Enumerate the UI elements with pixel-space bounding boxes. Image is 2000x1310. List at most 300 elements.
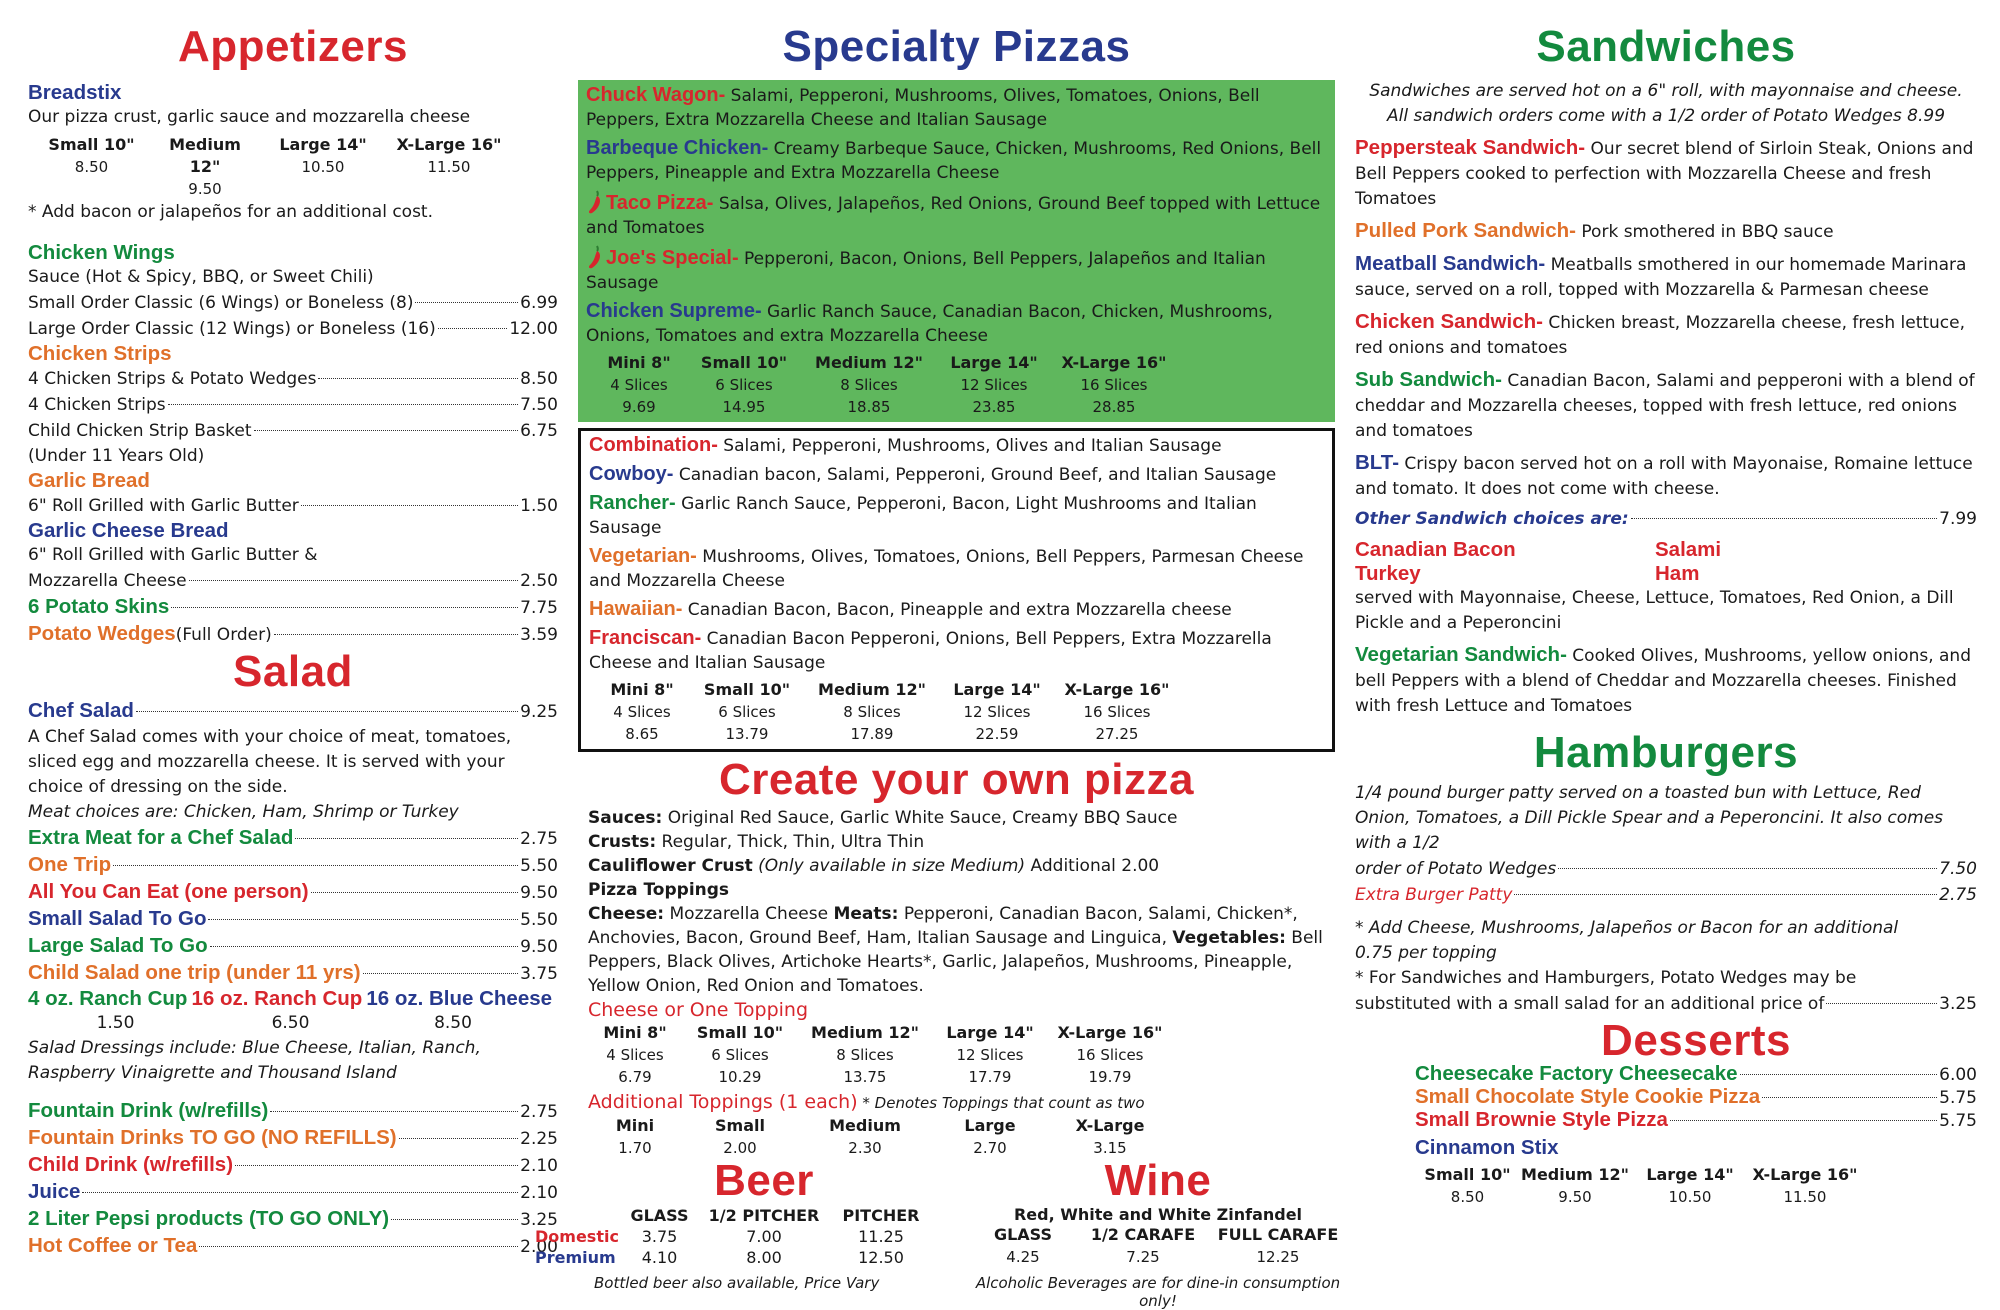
beer-title: Beer xyxy=(714,1156,814,1205)
sandwich-name: Sub Sandwich- xyxy=(1355,368,1502,391)
salad-item-price: 9.50 xyxy=(520,937,558,957)
size-column xyxy=(807,679,937,745)
size-label: X-Large 16" xyxy=(1064,680,1170,699)
salad-item-name: Child Salad one trip (under 11 yrs) xyxy=(28,961,361,984)
green-pizza-list xyxy=(586,83,1327,348)
sandwich-desc: Our secret blend of Sirloin Steak, Onions and Bell Peppers cooked to perfection with Mozzarella Cheese and fresh Tomatoes xyxy=(1355,139,1974,209)
pizza-name: Barbeque Chicken- xyxy=(586,137,769,159)
size-price: 17.89 xyxy=(850,725,894,743)
pizza-name: Joe's Special- xyxy=(606,247,739,269)
garlic-cheese-name: Garlic Cheese Bread xyxy=(28,519,229,542)
cup-1-price: 1.50 xyxy=(96,1013,135,1033)
pizza-desc: Canadian bacon, Salami, Pepperoni, Ground Beef, and Italian Sausage xyxy=(673,465,1277,485)
size-price: 23.85 xyxy=(972,398,1016,416)
stix-medium: Medium 12" 9.50 xyxy=(1521,1165,1629,1206)
drink-item-price: 2.10 xyxy=(520,1183,558,1203)
pizza-item xyxy=(586,83,1327,132)
garlic-cheese-section xyxy=(28,519,558,594)
pizza-desc: Garlic Ranch Sauce, Pepperoni, Bacon, Light Mushrooms and Italian Sausage xyxy=(589,494,1257,538)
dessert-name: Cheesecake Factory Cheesecake xyxy=(1415,1062,1738,1085)
drink-item-name: Fountain Drink (w/refills) xyxy=(28,1099,269,1122)
right-column xyxy=(1355,0,1977,1208)
strips-item-3-note: (Under 11 Years Old) xyxy=(28,446,205,466)
cup-2-price: 6.50 xyxy=(271,1013,310,1033)
desserts-title: Desserts xyxy=(1601,1016,1791,1065)
size-column xyxy=(1057,679,1177,745)
strips-section xyxy=(28,342,558,469)
choice-salami: Salami xyxy=(1655,538,1722,561)
sandwiches-intro: Sandwiches are served hot on a 6" roll, with mayonnaise and cheese. All sandwich orders come with a 1/2 order of Potato Wedges 8.99 xyxy=(1369,81,1963,126)
leader-dots xyxy=(210,946,519,947)
pizza-name: Rancher- xyxy=(589,492,676,514)
pizza-item xyxy=(589,462,1324,487)
pizza-desc: Mushrooms, Olives, Tomatoes, Onions, Bell Peppers, Parmesan Cheese and Mozzarella Cheese xyxy=(589,547,1304,591)
drink-item xyxy=(28,1152,558,1179)
specialty-title: Specialty Pizzas xyxy=(782,22,1131,71)
size-slices: 12 Slices xyxy=(956,1046,1024,1064)
sandwich-name: Pulled Pork Sandwich- xyxy=(1355,219,1576,242)
pizza-item xyxy=(589,491,1324,540)
one-topping-label: Cheese or One Topping xyxy=(588,999,809,1021)
sandwich-name: Meatball Sandwich- xyxy=(1355,252,1546,275)
garlic-bread-line: 6" Roll Grilled with Garlic Butter 1.50 xyxy=(28,496,558,516)
cup-2-name: 16 oz. Ranch Cup xyxy=(191,987,363,1010)
sandwiches-title: Sandwiches xyxy=(1536,22,1796,71)
sandwich-desc: Chicken breast, Mozzarella cheese, fresh lettuce, red onions and tomatoes xyxy=(1355,313,1966,358)
size-label: Medium 12" xyxy=(811,1023,919,1042)
stix-small: Small 10" 8.50 xyxy=(1424,1165,1511,1206)
pizza-desc: Salami, Pepperoni, Mushrooms, Olives, Tomatoes, Onions, Bell Peppers, Extra Mozzarella Cheese and Italian Sausage xyxy=(586,86,1260,130)
beer-premium-pitcher: 12.50 xyxy=(858,1248,904,1267)
green-size-table xyxy=(594,352,1194,418)
hamburgers-price-line: order of Potato Wedges 7.50 xyxy=(1355,859,1977,879)
wine-half: 1/2 CARAFE 7.25 xyxy=(1090,1225,1196,1266)
pizza-name: Franciscan- xyxy=(589,627,702,649)
salad-item xyxy=(28,906,558,933)
pizza-item xyxy=(586,189,1327,240)
pizza-item xyxy=(589,597,1324,622)
dessert-item xyxy=(1415,1063,1977,1086)
sandwich-name: Chicken Sandwich- xyxy=(1355,310,1543,333)
size-price: 13.79 xyxy=(725,725,769,743)
beer-domestic: Domestic xyxy=(535,1227,619,1246)
size-column xyxy=(684,352,804,418)
wine-sub: Red, White and White Zinfandel xyxy=(1013,1205,1303,1224)
garlic-bread-section xyxy=(28,469,558,519)
size-slices: 6 Slices xyxy=(715,376,773,394)
pizza-item xyxy=(586,244,1327,295)
breadstix-note: * Add bacon or jalapeños for an additional cost. xyxy=(28,202,433,222)
size-column xyxy=(590,1115,680,1159)
ranch-cups xyxy=(28,987,558,1036)
beer-domestic-pitcher: 11.25 xyxy=(858,1227,904,1246)
chili-pepper-icon xyxy=(586,244,604,270)
size-price: 14.95 xyxy=(722,398,766,416)
size-column xyxy=(937,679,1057,745)
drink-item-name: 2 Liter Pepsi products (TO GO ONLY) xyxy=(28,1207,390,1230)
size-label: Large 14" xyxy=(950,353,1038,372)
choice-turkey: Turkey xyxy=(1355,562,1421,585)
beer-head-glass: GLASS xyxy=(630,1206,689,1225)
beer-premium-half: 8.00 xyxy=(746,1248,782,1267)
cinnamon-stix: Cinnamon Stix xyxy=(1415,1136,1559,1159)
white-size-table xyxy=(597,679,1197,745)
hamburgers-note-2a: * For Sandwiches and Hamburgers, Potato Wedges may be xyxy=(1355,968,1857,988)
stix-xlarge: X-Large 16" 11.50 xyxy=(1752,1165,1858,1206)
pizza-name: Taco Pizza- xyxy=(606,192,714,214)
chili-pepper-icon xyxy=(586,189,604,215)
size-price: 10.29 xyxy=(718,1068,762,1086)
pizza-name: Hawaiian- xyxy=(589,598,683,620)
choices-desc: served with Mayonnaise, Cheese, Lettuce, Tomatoes, Red Onion, a Dill Pickle and a Peperoncini xyxy=(1355,588,1954,633)
size-price: 13.75 xyxy=(843,1068,887,1086)
sandwich-item xyxy=(1355,251,1977,303)
leader-dots xyxy=(235,1165,518,1166)
size-column xyxy=(594,352,684,418)
create-cauliflower: Cauliflower Crust (Only available in size Medium) Additional 2.00 xyxy=(588,856,1160,876)
size-column xyxy=(687,679,807,745)
choice-ham: Ham xyxy=(1655,562,1700,585)
pizza-name: Chuck Wagon- xyxy=(586,84,726,106)
size-label: X-Large 16" xyxy=(1061,353,1167,372)
beer-head-half: 1/2 PITCHER xyxy=(708,1206,820,1225)
size-slices: 8 Slices xyxy=(840,376,898,394)
leader-dots xyxy=(391,1219,518,1220)
pizza-name: Vegetarian- xyxy=(589,545,697,567)
pizza-item xyxy=(589,626,1324,675)
sandwich-item xyxy=(1355,450,1977,502)
hamburgers-note-2b: substituted with a small salad for an additional price of 3.25 xyxy=(1355,994,1977,1014)
pizza-item xyxy=(586,299,1327,348)
size-price: 2.00 xyxy=(723,1139,757,1157)
drink-item xyxy=(28,1098,558,1125)
sandwich-desc: Canadian Bacon, Salami and pepperoni with a blend of cheddar and Mozzarella cheeses, topped with fresh lettuce, red onions and tomatoes xyxy=(1355,371,1975,441)
salad-items xyxy=(28,825,558,987)
size-price: 28.85 xyxy=(1092,398,1136,416)
breadstix-size-small: Small 10" 8.50 xyxy=(48,135,135,176)
strips-item-3: Child Chicken Strip Basket 6.75 xyxy=(28,421,558,441)
beer-head-pitcher: PITCHER xyxy=(842,1206,920,1225)
chef-salad-meats: Meat choices are: Chicken, Ham, Shrimp or Turkey xyxy=(28,802,459,822)
salad-item-name: Small Salad To Go xyxy=(28,907,207,930)
leader-dots xyxy=(1670,1120,1937,1121)
size-column xyxy=(800,1115,930,1159)
chef-salad-desc: A Chef Salad comes with your choice of meat, tomatoes, sliced egg and mozzarella cheese. It is served with your choice of dressing on the side. xyxy=(28,727,512,797)
breadstix-name: Breadstix xyxy=(28,81,122,104)
pizza-desc: Garlic Ranch Sauce, Canadian Bacon, Chicken, Mushrooms, Onions, Tomatoes and extra Mozzarella Cheese xyxy=(586,302,1273,346)
beer-note: Bottled beer also available, Price Vary xyxy=(594,1274,880,1292)
leader-dots xyxy=(295,838,518,839)
leader-dots xyxy=(311,892,519,893)
sandwich-name: BLT- xyxy=(1355,451,1400,474)
stix-large: Large 14" 10.50 xyxy=(1646,1165,1734,1206)
size-label: Medium 12" xyxy=(818,680,926,699)
extra-patty-line: Extra Burger Patty 2.75 xyxy=(1355,885,1977,905)
veg-sandwich: Vegetarian Sandwich- Cooked Olives, Mushrooms, yellow onions, and bell Peppers with a blend of Cheddar and Mozzarella cheeses. Finished with fresh Lettuce and Tomatoes xyxy=(1355,643,1971,716)
leader-dots xyxy=(113,865,518,866)
additional-toppings: Additional Toppings (1 each) * Denotes Toppings that count as two xyxy=(588,1091,1145,1113)
cup-1-name: 4 oz. Ranch Cup xyxy=(28,987,188,1010)
leader-dots xyxy=(363,973,519,974)
size-price: 2.30 xyxy=(848,1139,882,1157)
cup-3-name: 16 oz. Blue Cheese xyxy=(366,987,553,1010)
pizza-desc: Canadian Bacon, Bacon, Pineapple and extra Mozzarella cheese xyxy=(682,600,1232,620)
dessert-item xyxy=(1415,1086,1977,1109)
wings-sauce: Sauce (Hot & Spicy, BBQ, or Sweet Chili) xyxy=(28,267,374,287)
size-slices: 4 Slices xyxy=(606,1046,664,1064)
sandwich-desc: Meatballs smothered in our homemade Marinara sauce, served on a roll, topped with Mozzarella & Parmesan cheese xyxy=(1355,255,1967,300)
salad-item-price: 2.75 xyxy=(520,829,558,849)
garlic-cheese-desc: 6" Roll Grilled with Garlic Butter & xyxy=(28,545,318,565)
sandwich-item xyxy=(1355,135,1977,212)
drink-item-name: Juice xyxy=(28,1180,81,1203)
salad-item xyxy=(28,933,558,960)
size-label: Mini 8" xyxy=(607,353,671,372)
breadstix-size-xlarge: X-Large 16" 11.50 xyxy=(396,135,502,176)
drink-item-name: Hot Coffee or Tea xyxy=(28,1234,198,1257)
chef-salad-section xyxy=(28,698,558,825)
breadstix-size-medium: Medium 12" 9.50 xyxy=(169,135,241,198)
drink-item-price: 2.10 xyxy=(520,1156,558,1176)
size-column xyxy=(930,1022,1050,1088)
pizza-name: Combination- xyxy=(589,434,718,456)
dessert-price: 5.75 xyxy=(1939,1088,1977,1108)
size-label: Mini xyxy=(615,1116,655,1135)
salad-dressings: Salad Dressings include: Blue Cheese, Italian, Ranch, Raspberry Vinaigrette and Thousand Island xyxy=(28,1038,481,1083)
breadstix-size-large: Large 14" 10.50 xyxy=(279,135,367,176)
breadstix-sizes xyxy=(28,134,558,200)
size-slices: 16 Slices xyxy=(1076,1046,1144,1064)
potato-skins: 6 Potato Skins 7.75 xyxy=(28,595,558,618)
pizza-desc: Creamy Barbeque Sauce, Chicken, Mushrooms, Red Onions, Bell Peppers, Pineapple and Extra Mozzarella Cheese xyxy=(586,139,1322,183)
ranch-cups-prices xyxy=(28,1011,558,1036)
dessert-item xyxy=(1415,1109,1977,1132)
desserts-section xyxy=(1355,1016,1977,1208)
size-label: Large 14" xyxy=(946,1023,1034,1042)
white-pizza-list xyxy=(589,433,1324,675)
create-details xyxy=(578,802,1335,1159)
size-slices: 16 Slices xyxy=(1080,376,1148,394)
size-column xyxy=(597,679,687,745)
size-label: Small 10" xyxy=(700,353,788,372)
create-size-table xyxy=(590,1022,1190,1088)
salad-item-price: 3.75 xyxy=(520,964,558,984)
salad-item-name: Extra Meat for a Chef Salad xyxy=(28,826,294,849)
drink-item-price: 2.25 xyxy=(520,1129,558,1149)
size-price: 3.15 xyxy=(1093,1139,1127,1157)
ranch-cups-names xyxy=(28,987,558,1011)
sandwich-desc: Crispy bacon served hot on a roll with Mayonaise, Romaine lettuce and tomato. It does not come with cheese. xyxy=(1355,454,1973,499)
sandwich-item xyxy=(1355,309,1977,361)
garlic-cheese-line: Mozzarella Cheese 2.50 xyxy=(28,571,558,591)
dessert-price: 5.75 xyxy=(1939,1111,1977,1131)
salad-item-name: Large Salad To Go xyxy=(28,934,208,957)
wings-large: Large Order Classic (12 Wings) or Boneless (16) 12.00 xyxy=(28,319,558,339)
size-slices: 12 Slices xyxy=(960,376,1028,394)
drink-items xyxy=(28,1098,558,1260)
hamburgers-desc: 1/4 pound burger patty served on a toasted bun with Lettuce, Red Onion, Tomatoes, a Dill Pickle Spear and a Peperoncini. It also comes with a 1/2 xyxy=(1355,783,1944,853)
dessert-name: Small Chocolate Style Cookie Pizza xyxy=(1415,1085,1761,1108)
size-price: 6.79 xyxy=(618,1068,652,1086)
dessert-price: 6.00 xyxy=(1939,1065,1977,1085)
drink-item-name: Child Drink (w/refills) xyxy=(28,1153,234,1176)
pizza-desc: Pepperoni, Bacon, Onions, Bell Peppers, Jalapeños and Italian Sausage xyxy=(586,249,1266,293)
leader-dots xyxy=(208,919,518,920)
sandwich-name: Peppersteak Sandwich- xyxy=(1355,136,1586,159)
sandwich-list xyxy=(1355,135,1977,502)
pizza-item xyxy=(586,136,1327,185)
create-title: Create your own pizza xyxy=(718,755,1195,804)
wings-section xyxy=(28,241,558,342)
size-column xyxy=(800,1022,930,1088)
beer-premium: Premium xyxy=(535,1248,616,1267)
create-toppings: Cheese: Mozzarella Cheese Meats: Pepperoni, Canadian Bacon, Salami, Chicken*, Anchovies, Bacon, Ground Beef, Ham, Italian Sausage and Linguica, Vegetables: Bell Peppers, Black Olives, Artichoke Hearts*, Garlic, Jalapeños, Mushrooms, Pineapple, Yellow Onion, Red Onion and Tomatoes. xyxy=(588,904,1323,996)
other-sandwich-choices: Other Sandwich choices are: 7.99 xyxy=(1355,509,1977,529)
create-crusts: Crusts: Regular, Thick, Thin, Ultra Thin xyxy=(588,832,925,852)
size-slices: 6 Slices xyxy=(718,703,776,721)
sandwich-desc: Pork smothered in BBQ sauce xyxy=(1576,222,1834,242)
size-price: 8.65 xyxy=(625,725,659,743)
leader-dots xyxy=(399,1138,519,1139)
pizza-name: Cowboy- xyxy=(589,463,674,485)
size-label: Large 14" xyxy=(953,680,1041,699)
size-label: Medium xyxy=(829,1116,901,1135)
specialty-white-box xyxy=(578,428,1335,752)
leader-dots xyxy=(270,1111,518,1112)
drink-item-price: 2.75 xyxy=(520,1102,558,1122)
beer-domestic-glass: 3.75 xyxy=(641,1227,678,1246)
size-label: Small 10" xyxy=(696,1023,784,1042)
dessert-name: Small Brownie Style Pizza xyxy=(1415,1108,1668,1131)
garlic-bread-name: Garlic Bread xyxy=(28,469,150,492)
cup-3-price: 8.50 xyxy=(434,1013,472,1033)
pizza-item xyxy=(589,433,1324,458)
strips-item-2: 4 Chicken Strips 7.50 xyxy=(28,395,558,415)
size-slices: 4 Slices xyxy=(610,376,668,394)
size-price: 27.25 xyxy=(1095,725,1139,743)
hamburgers-title: Hamburgers xyxy=(1533,728,1799,777)
size-label: X-Large xyxy=(1075,1116,1145,1135)
wine-full: FULL CARAFE 12.25 xyxy=(1217,1225,1339,1266)
breadstix-desc: Our pizza crust, garlic sauce and mozzarella cheese xyxy=(28,107,471,127)
drink-item xyxy=(28,1206,558,1233)
drink-item xyxy=(28,1179,558,1206)
salad-item xyxy=(28,879,558,906)
leader-dots xyxy=(199,1246,518,1247)
beer-premium-glass: 4.10 xyxy=(641,1248,678,1267)
potato-wedges: Potato Wedges (Full Order) 3.59 xyxy=(28,622,558,645)
size-column xyxy=(934,352,1054,418)
sandwich-item xyxy=(1355,367,1977,444)
size-slices: 6 Slices xyxy=(711,1046,769,1064)
size-label: Mini 8" xyxy=(603,1023,667,1042)
create-sauces: Sauces: Original Red Sauce, Garlic White Sauce, Creamy BBQ Sauce xyxy=(588,808,1178,828)
drink-item-name: Fountain Drinks TO GO (NO REFILLS) xyxy=(28,1126,397,1149)
pizza-name: Chicken Supreme- xyxy=(586,300,762,322)
dessert-list xyxy=(1415,1063,1977,1132)
size-label: Medium 12" xyxy=(815,353,923,372)
size-price: 19.79 xyxy=(1088,1068,1132,1086)
salad-item xyxy=(28,852,558,879)
size-slices: 8 Slices xyxy=(836,1046,894,1064)
breadstix-section xyxy=(28,81,558,225)
wine-note: Alcoholic Beverages are for dine-in consumption only! xyxy=(975,1274,1341,1310)
left-column xyxy=(28,0,558,1260)
size-price: 17.79 xyxy=(968,1068,1012,1086)
drink-item xyxy=(28,1233,558,1260)
hamburgers-note-1: * Add Cheese, Mushrooms, Jalapeños or Bacon for an additional 0.75 per topping xyxy=(1355,918,1899,963)
drink-item-price: 2.00 xyxy=(520,1237,558,1257)
size-column xyxy=(1050,1022,1170,1088)
salad-item-price: 5.50 xyxy=(520,910,558,930)
size-column xyxy=(590,1022,680,1088)
size-column xyxy=(1054,352,1174,418)
pizza-desc: Salami, Pepperoni, Mushrooms, Olives and Italian Sausage xyxy=(717,436,1222,456)
size-price: 1.70 xyxy=(618,1139,652,1157)
size-column xyxy=(1050,1115,1170,1159)
size-price: 9.69 xyxy=(622,398,656,416)
size-label: X-Large 16" xyxy=(1057,1023,1163,1042)
size-price: 22.59 xyxy=(975,725,1019,743)
create-toppings-label: Pizza Toppings xyxy=(588,880,730,900)
beer-section xyxy=(534,1156,934,1292)
beer-domestic-half: 7.00 xyxy=(746,1227,782,1246)
salad-item-name: All You Can Eat (one person) xyxy=(28,880,309,903)
wings-small: Small Order Classic (6 Wings) or Boneless (8) 6.99 xyxy=(28,293,558,313)
salad-item xyxy=(28,960,558,987)
size-slices: 8 Slices xyxy=(843,703,901,721)
size-column xyxy=(930,1115,1050,1159)
wings-name: Chicken Wings xyxy=(28,241,175,264)
size-slices: 16 Slices xyxy=(1083,703,1151,721)
size-label: Mini 8" xyxy=(610,680,674,699)
wine-table xyxy=(968,1224,1348,1268)
pizza-desc: Canadian Bacon Pepperoni, Onions, Bell Peppers, Extra Mozzarella Cheese and Italian Sausage xyxy=(589,629,1272,673)
wine-title: Wine xyxy=(1104,1156,1212,1205)
salad-item xyxy=(28,825,558,852)
wine-section xyxy=(968,1156,1348,1310)
chef-salad: Chef Salad 9.25 xyxy=(28,699,558,722)
salad-item-name: One Trip xyxy=(28,853,112,876)
choice-canadian-bacon: Canadian Bacon xyxy=(1355,538,1516,561)
size-slices: 12 Slices xyxy=(963,703,1031,721)
leader-dots xyxy=(82,1192,518,1193)
sandwich-choices xyxy=(1355,538,1977,586)
leader-dots xyxy=(1762,1097,1937,1098)
salad-title: Salad xyxy=(233,647,353,696)
strips-item-1: 4 Chicken Strips & Potato Wedges 8.50 xyxy=(28,369,558,389)
size-label: Small xyxy=(715,1116,765,1135)
drink-item xyxy=(28,1125,558,1152)
size-column xyxy=(680,1115,800,1159)
size-label: Large xyxy=(964,1116,1016,1135)
size-label: Small 10" xyxy=(703,680,791,699)
salad-item-price: 9.50 xyxy=(520,883,558,903)
size-column xyxy=(804,352,934,418)
size-price: 2.70 xyxy=(973,1139,1007,1157)
sandwich-item xyxy=(1355,218,1977,245)
salad-item-price: 5.50 xyxy=(520,856,558,876)
strips-name: Chicken Strips xyxy=(28,342,172,365)
beer-table xyxy=(534,1205,932,1268)
additional-size-table xyxy=(590,1115,1190,1159)
pizza-item xyxy=(589,544,1324,593)
wine-glass: GLASS 4.25 xyxy=(993,1225,1053,1266)
pizza-desc: Salsa, Olives, Jalapeños, Red Onions, Ground Beef topped with Lettuce and Tomatoes xyxy=(586,194,1321,238)
cinnamon-sizes xyxy=(1415,1164,1977,1208)
leader-dots xyxy=(1740,1074,1938,1075)
size-column xyxy=(680,1022,800,1088)
